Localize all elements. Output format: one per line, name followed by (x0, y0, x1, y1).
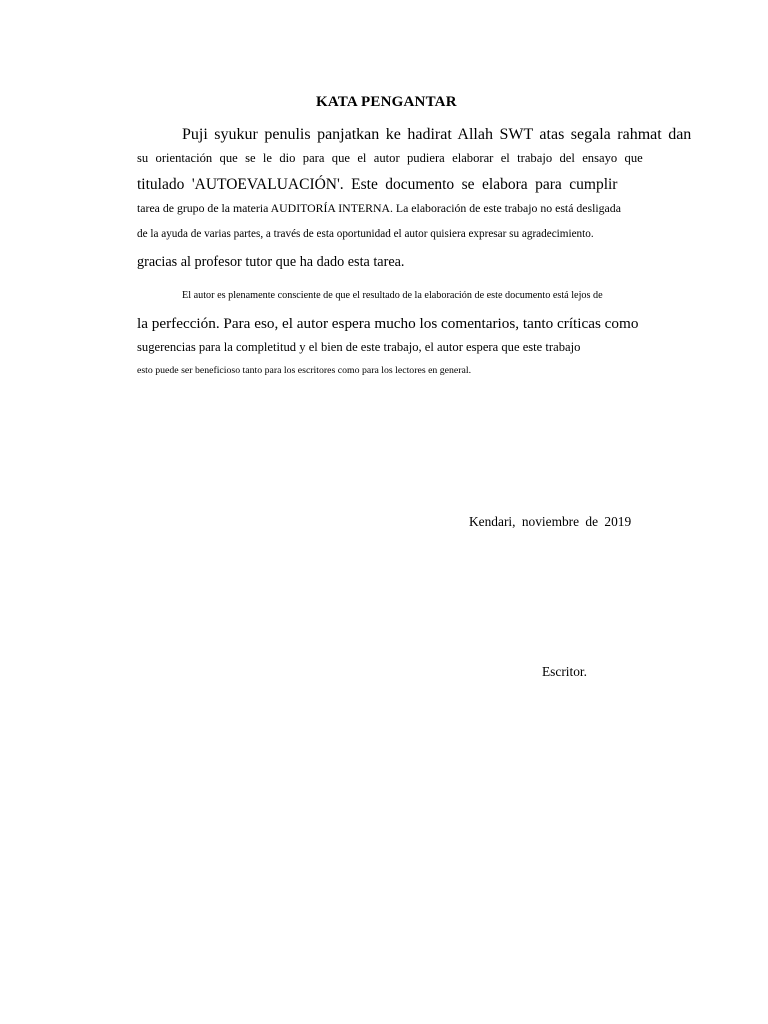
paragraph-line: tarea de grupo de la materia AUDITORÍA INTERNA. La elaboración de este trabajo no está desligada (137, 201, 621, 215)
paragraph-line: de la ayuda de varias partes, a través de esta oportunidad el autor quisiera expresar su agradecimiento. (137, 228, 594, 240)
paragraph-line: Puji syukur penulis panjatkan ke hadirat Allah SWT atas segala rahmat dan (182, 126, 692, 143)
page-title: KATA PENGANTAR (316, 94, 457, 110)
paragraph-line: su orientación que se le dio para que el autor pudiera elaborar el trabajo del ensayo que (137, 151, 643, 165)
paragraph-line: El autor es plenamente consciente de que el resultado de la elaboración de este documento está lejos de (182, 290, 603, 301)
paragraph-line: titulado 'AUTOEVALUACIÓN'. Este documento se elabora para cumplir (137, 176, 618, 193)
paragraph-line: esto puede ser beneficioso tanto para los escritores como para los lectores en general. (137, 365, 472, 376)
signature: Escritor. (542, 664, 587, 679)
paragraph-line: la perfección. Para eso, el autor espera mucho los comentarios, tanto críticas como (137, 315, 639, 332)
date-line: Kendari, noviembre de 2019 (469, 514, 632, 529)
paragraph-line: sugerencias para la completitud y el bien de este trabajo, el autor espera que este trabajo (137, 340, 581, 354)
paragraph-line: gracias al profesor tutor que ha dado esta tarea. (137, 254, 405, 270)
